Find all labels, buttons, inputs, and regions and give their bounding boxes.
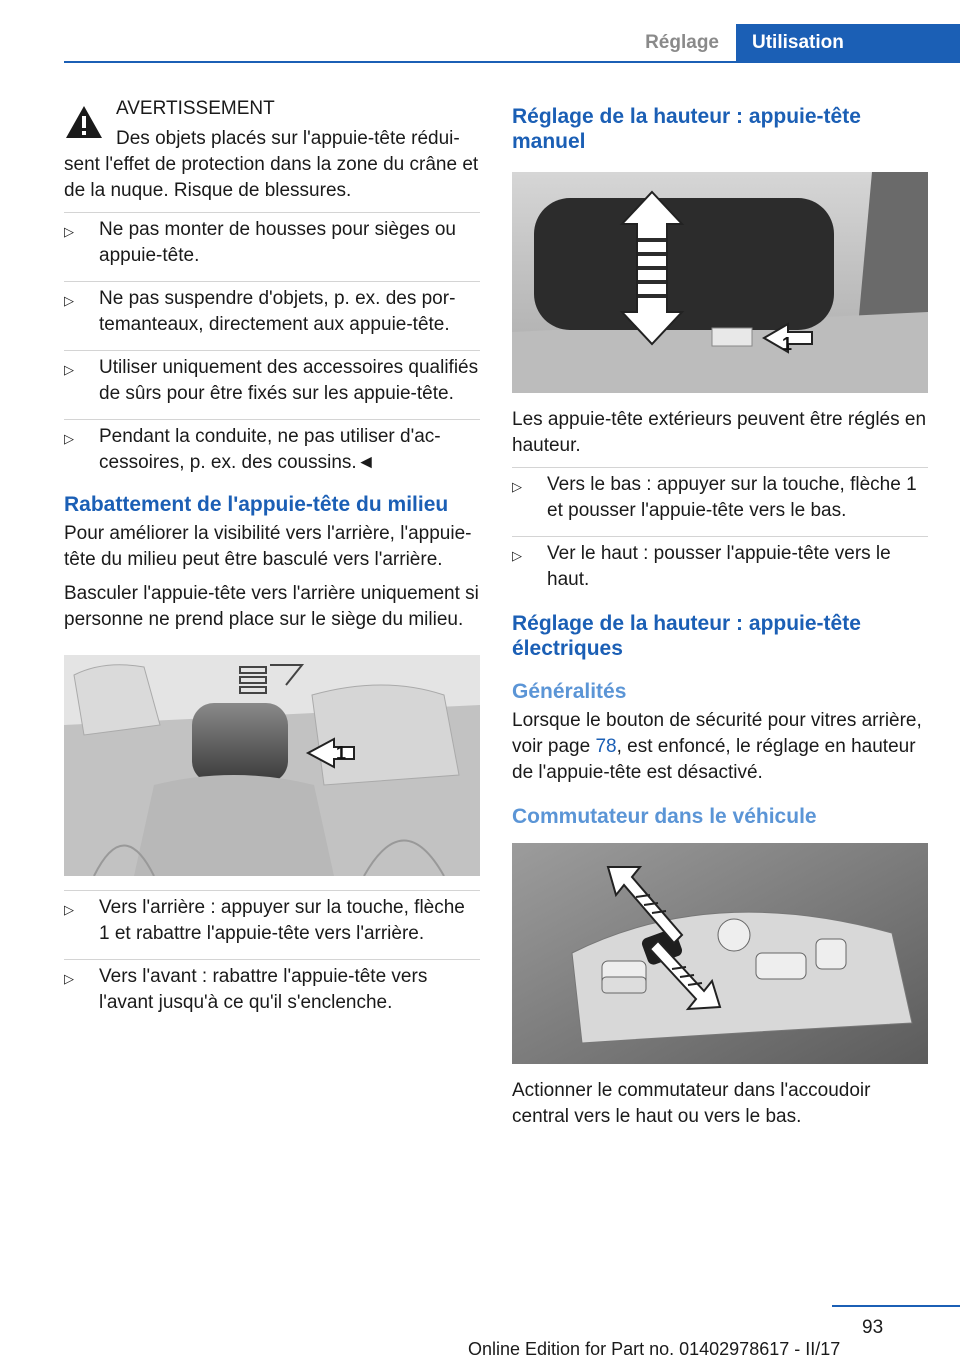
triangle-bullet-icon: ▷ <box>512 548 522 563</box>
fold-instructions-list <box>64 890 480 1028</box>
manual-headrest-illustration <box>512 172 928 393</box>
section-title-manual-height: Réglage de la hauteur : appuie-tête manuel <box>512 105 861 153</box>
warning-triangle-icon <box>64 104 104 140</box>
list-item: ▷ Vers l'avant : rabattre l'appuie-tête vers l'avant jusqu'à ce qu'il s'enclenche. <box>64 959 480 1028</box>
paragraph: Actionner le commutateur dans l'accoudoir central vers le haut ou vers le bas. <box>512 1080 871 1127</box>
rear-seat-headrest-figure <box>64 655 480 876</box>
manual-height-list <box>512 467 928 605</box>
triangle-bullet-icon: ▷ <box>512 479 522 494</box>
warning-text: Des objets placés sur l'appuie-tête réduisent l'effet de protection dans la zone du crâne et de la nuque. Risque de blessures. <box>64 128 479 201</box>
headrest-fold-illustration <box>64 655 480 876</box>
figure-callout-label: 1 <box>782 334 793 354</box>
edition-footer: Online Edition for Part no. 01402978617 - II/17 <box>468 1339 841 1359</box>
seat-switch-figure <box>512 843 928 1064</box>
right-column <box>512 96 928 1138</box>
list-item: ▷ Vers le bas : appuyer sur la touche, flèche 1 et pousser l'appuie-tête vers le bas. <box>512 467 928 536</box>
paragraph: Lorsque le bouton de sécurité pour vitres arrière, voir page 78, est enfoncé, le réglage en hauteur de l'appuie-tête est désactivé. <box>512 710 922 783</box>
triangle-bullet-icon: ▷ <box>64 293 74 308</box>
left-column <box>64 96 480 1028</box>
warning-block <box>64 96 480 204</box>
subsection-title-generalites: Généralités <box>512 680 627 703</box>
manual-headrest-figure <box>512 172 928 393</box>
tab-utilisation[interactable]: Utilisation <box>736 24 960 62</box>
triangle-bullet-icon: ▷ <box>64 224 74 239</box>
list-item: ▷ Vers l'arrière : appuyer sur la touche, flèche 1 et rabattre l'appuie-tête vers l'arrière. <box>64 890 480 959</box>
warning-title: AVERTISSEMENT <box>116 98 275 119</box>
page-link[interactable]: 78 <box>595 736 617 757</box>
paragraph: Basculer l'appuie-tête vers l'arrière uniquement si personne ne prend place sur le siège du milieu. <box>64 583 479 630</box>
paragraph: Les appuie-tête extérieurs peuvent être réglés en hauteur. <box>512 409 927 456</box>
section-title-electric-height: Réglage de la hauteur : appuie-tête électriques <box>512 612 861 660</box>
list-item: ▷ Ne pas suspendre d'objets, p. ex. des portemanteaux, directement aux appuie-tête. <box>64 281 480 350</box>
seat-switch-illustration <box>512 843 928 1064</box>
footer-divider <box>832 1305 960 1307</box>
list-item: ▷ Utiliser uniquement des accessoires qualifiés de sûrs pour être fixés sur les appuie-tête. <box>64 350 480 419</box>
tab-reglage[interactable]: Réglage <box>645 32 719 53</box>
warning-list <box>64 212 480 488</box>
section-title-rabattement: Rabattement de l'appuie-tête du milieu <box>64 493 449 516</box>
list-item: ▷ Ver le haut : pousser l'appuie-tête vers le haut. <box>512 536 928 605</box>
triangle-bullet-icon: ▷ <box>64 362 74 377</box>
page-number: 93 <box>862 1317 884 1338</box>
paragraph: Pour améliorer la visibilité vers l'arrière, l'appuie-tête du milieu peut être basculé vers l'arrière. <box>64 523 472 570</box>
header-divider <box>64 61 960 63</box>
figure-callout-label: 1 <box>336 743 347 763</box>
triangle-bullet-icon: ▷ <box>64 971 74 986</box>
triangle-bullet-icon: ▷ <box>64 902 74 917</box>
subsection-title-commutateur: Commutateur dans le véhicule <box>512 805 817 828</box>
list-item: ▷ Pendant la conduite, ne pas utiliser d'accessoires, p. ex. des coussins.◄ <box>64 419 480 488</box>
list-item: ▷ Ne pas monter de housses pour sièges ou appuie-tête. <box>64 212 480 281</box>
triangle-bullet-icon: ▷ <box>64 431 74 446</box>
